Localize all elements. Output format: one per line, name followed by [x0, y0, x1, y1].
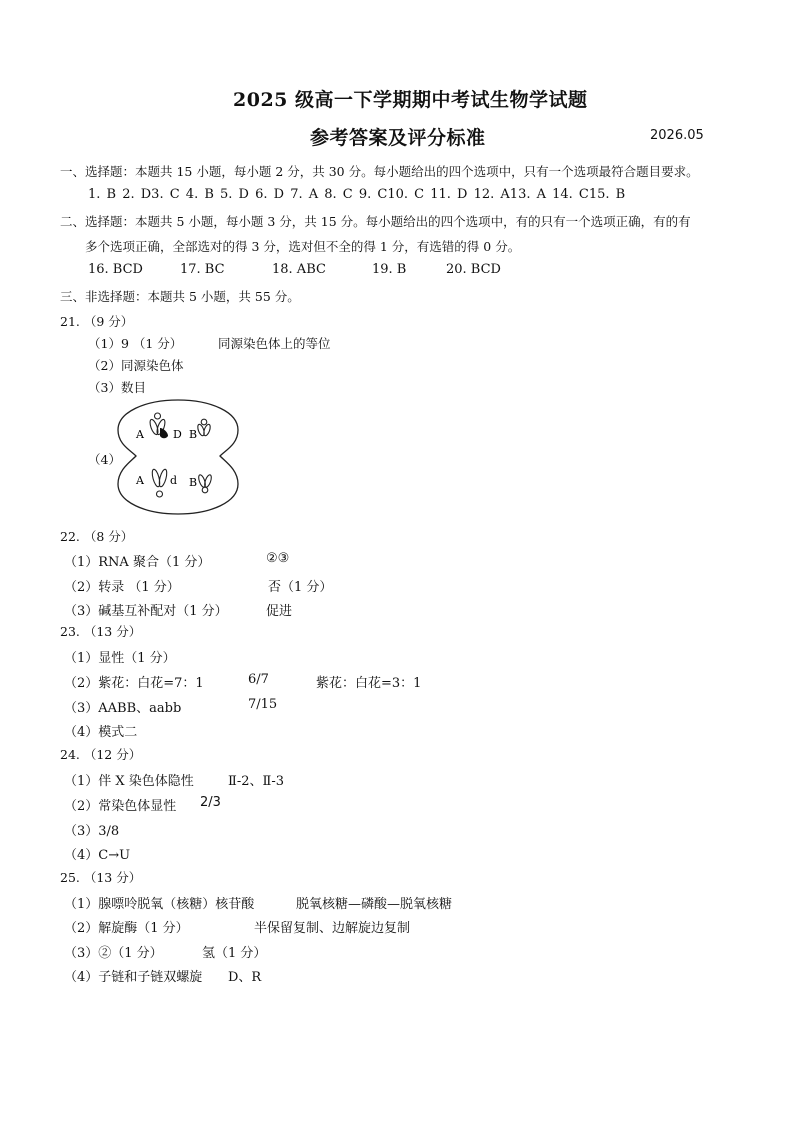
answer-16: 16. BCD — [88, 262, 143, 277]
q25-a3-left: （3）②（1 分） — [64, 946, 163, 961]
section2-heading-line1: 二、选择题：本题共 5 小题，每小题 3 分，共 15 分。每小题给出的四个选项中，有的只有一个选项正确，有的有 — [60, 214, 691, 229]
q24-a2-right: 2/3 — [200, 795, 221, 810]
q22-a2-right: 否（1 分） — [268, 580, 333, 595]
q21-a2: （2）同源染色体 — [88, 358, 184, 373]
q25-a2-left: （2）解旋酶（1 分） — [64, 921, 189, 936]
q25-a4-right: D、R — [228, 970, 262, 985]
q25-header: 25. （13 分） — [60, 870, 142, 885]
section1-heading: 一、选择题：本题共 15 小题，每小题 2 分，共 30 分。每小题给出的四个选项中，只有一个选项最符合题目要求。 — [60, 164, 699, 179]
q22-header: 22. （8 分） — [60, 529, 134, 544]
q25-a2-right: 半保留复制、边解旋边复制 — [254, 921, 411, 936]
q22-a3-left: （3）碱基互补配对（1 分） — [64, 604, 228, 619]
q24-a3: （3）3/8 — [64, 824, 120, 839]
answer-17: 17. BC — [180, 262, 225, 277]
answer-19: 19. B — [372, 262, 407, 277]
q22-a3-right: 促进 — [266, 604, 293, 619]
q24-a1-left: （1）伴 X 染色体隐性 — [64, 774, 194, 789]
q25-a4-left: （4）子链和子链双螺旋 — [64, 970, 203, 985]
q23-a4: （4）模式二 — [64, 725, 138, 740]
q22-a2-left: （2）转录 （1 分） — [64, 580, 180, 595]
cell-membrane — [118, 400, 238, 514]
gene-label-bottom-right: B — [189, 476, 198, 489]
answer-18: 18. ABC — [272, 262, 326, 277]
top-chromosome-right — [197, 419, 212, 436]
gene-label-bottom-mid: d — [170, 474, 178, 487]
section2-heading-line2: 多个选项正确，全部选对的得 3 分，选对但不全的得 1 分，有选错的得 0 分。 — [85, 239, 521, 254]
q22-a1-right: ②③ — [266, 551, 290, 566]
section1-answers: 1. B 2. D3. C 4. B 5. D 6. D 7. A 8. C 9. C10. C 11. D 12. A13. A 14. C15. B — [88, 187, 626, 202]
q21-a1-text: 同源染色体上的等位 — [218, 336, 331, 351]
section3-heading: 三、非选择题：本题共 5 小题，共 55 分。 — [60, 289, 300, 304]
q21-a4-label: （4） — [88, 452, 121, 467]
exam-date: 2026.05 — [650, 128, 704, 143]
q23-a1: （1）显性（1 分） — [64, 651, 176, 666]
q24-a1-right: Ⅱ-2、Ⅱ-3 — [228, 774, 284, 789]
q24-header: 24. （12 分） — [60, 747, 142, 762]
bottom-chromosome-left — [151, 469, 168, 497]
q23-a3-left: （3）AABB、aabb — [64, 701, 182, 716]
page-subtitle: 参考答案及评分标准 — [310, 127, 486, 149]
answer-20: 20. BCD — [446, 262, 501, 277]
q24-a4: （4）C→U — [64, 848, 131, 863]
q25-a1-right: 脱氧核糖—磷酸—脱氧核糖 — [296, 897, 453, 912]
gene-label-top-left: A — [136, 428, 144, 441]
gene-label-top-mid: D — [173, 428, 182, 441]
q22-a1-left: （1）RNA 聚合（1 分） — [64, 555, 211, 570]
q21-header: 21. （9 分） — [60, 314, 134, 329]
q23-a2-right: 紫花：白花=3：1 — [316, 676, 422, 691]
q25-a1-left: （1）腺嘌呤脱氧（核糖）核苷酸 — [64, 897, 255, 912]
gene-label-top-right: B — [189, 428, 198, 441]
q23-a3-right: 7/15 — [248, 697, 278, 712]
q23-a2-left: （2）紫花：白花=7：1 — [64, 676, 204, 691]
cell-division-diagram — [116, 398, 240, 516]
q21-a1-label: （1）9 （1 分） — [88, 336, 183, 351]
top-chromosome-dark — [160, 428, 168, 438]
q23-header: 23. （13 分） — [60, 624, 142, 639]
page-title: 2025 级高一下学期期中考试生物学试题 — [233, 89, 588, 111]
bottom-chromosome-right — [197, 474, 212, 493]
q24-a2-left: （2）常染色体显性 — [64, 799, 177, 814]
q25-a3-right: 氢（1 分） — [202, 946, 267, 961]
gene-label-bottom-left: A — [136, 474, 144, 487]
q23-a2-mid: 6/7 — [248, 672, 269, 687]
q21-a3: （3）数目 — [88, 380, 146, 395]
